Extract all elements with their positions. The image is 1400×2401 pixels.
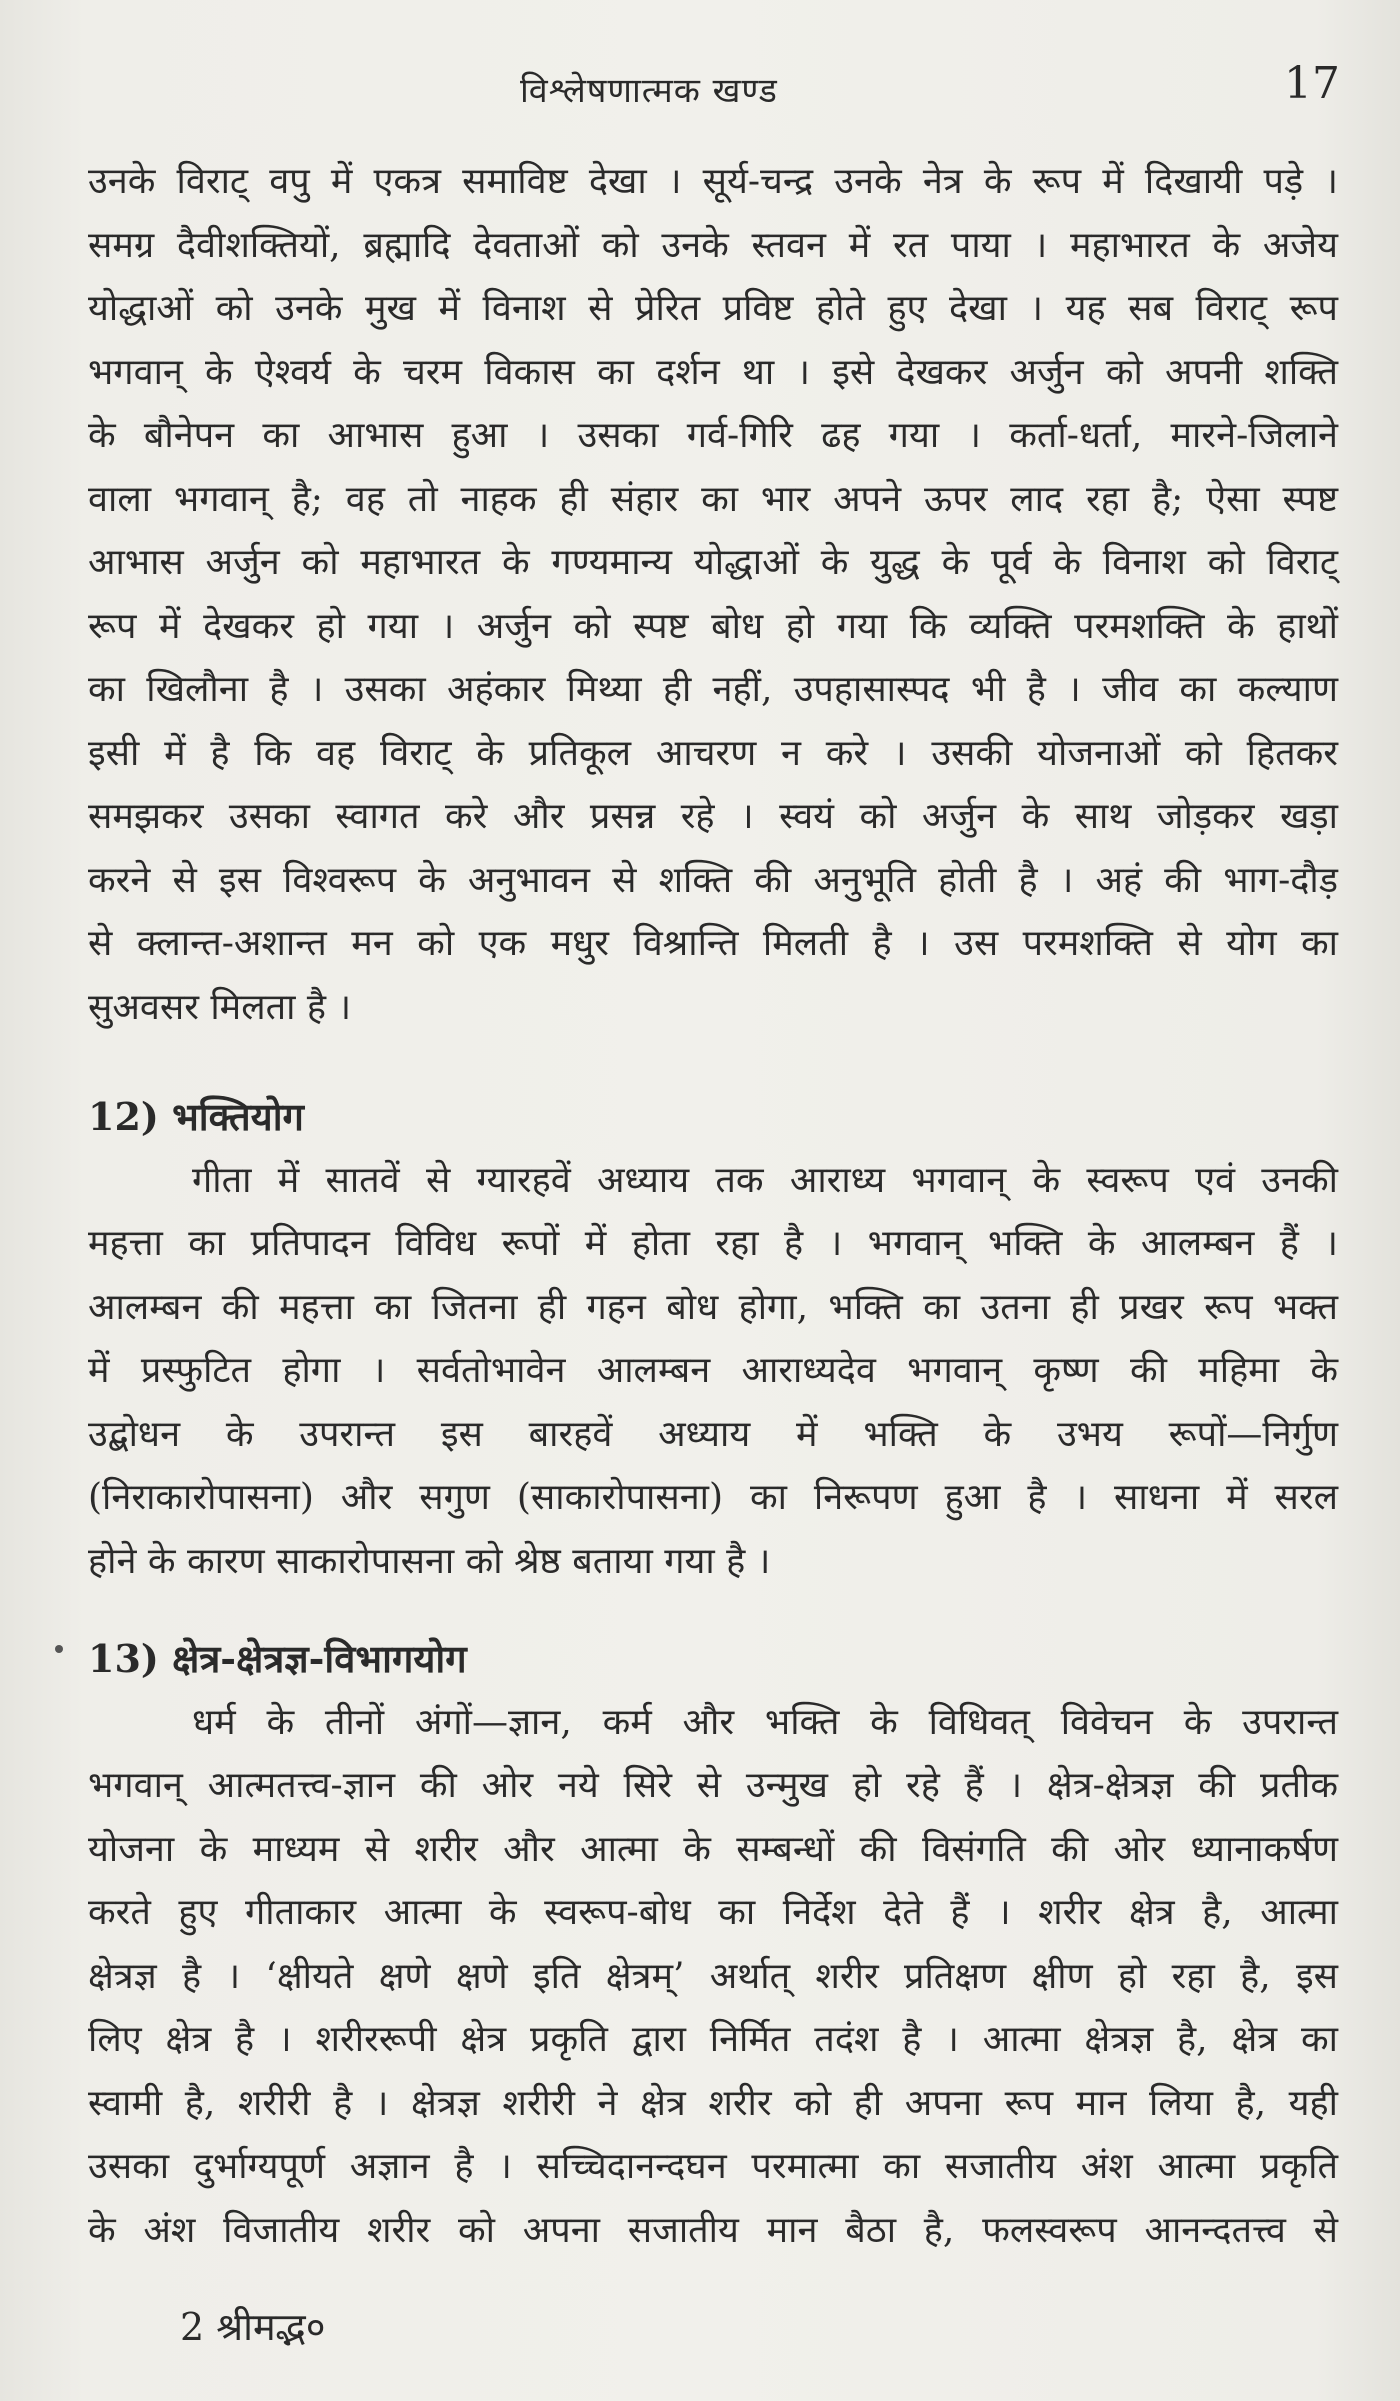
text-line: स्वामी है, शरीरी है । क्षेत्रज्ञ शरीरी ने क्षेत्र शरीर को ही अपना रूप मान लिया है, यही [88, 2082, 1338, 2124]
text-line: इसी में है कि वह विराट् के प्रतिकूल आचरण न करे । उसकी योजनाओं को हितकर [88, 732, 1338, 774]
section-heading: 12) भक्तियोग [88, 1094, 304, 1139]
text-line: भगवान् आत्मतत्त्व-ज्ञान की ओर नये सिरे से उन्मुख हो रहे हैं । क्षेत्र-क्षेत्रज्ञ की प्रतीक [88, 1765, 1338, 1806]
text-line: महत्ता का प्रतिपादन विविध रूपों में होता रहा है । भगवान् भक्ति के आलम्बन हैं । [88, 1223, 1338, 1264]
text-line: लिए क्षेत्र है । शरीररूपी क्षेत्र प्रकृति द्वारा निर्मित तदंश है । आत्मा क्षेत्रज्ञ है, क्षेत्र का [88, 2019, 1338, 2060]
text-line: सुअवसर मिलता है । [88, 986, 352, 1028]
running-head [0, 58, 1400, 118]
text-line: समग्र दैवीशक्तियों, ब्रह्मादि देवताओं को उनके स्तवन में रत पाया । महाभारत के अजेय [88, 224, 1338, 266]
paragraph [88, 1691, 1338, 2263]
text-line: उनके विराट् वपु में एकत्र समाविष्ट देखा । सूर्य-चन्द्र उनके नेत्र के रूप में दिखायी पड़े । [88, 161, 1338, 202]
section-heading: 13) क्षेत्र-क्षेत्रज्ञ-विभागयोग [88, 1636, 467, 1681]
margin-mark [55, 1645, 63, 1653]
text-line: आभास अर्जुन को महाभारत के गण्यमान्य योद्धाओं के युद्ध के पूर्व के विनाश को विराट् [88, 542, 1338, 583]
text-line: करने से इस विश्वरूप के अनुभावन से शक्ति की अनुभूति होती है । अहं की भाग-दौड़ [88, 859, 1338, 901]
text-line: में प्रस्फुटित होगा । सर्वतोभावेन आलम्बन आराध्यदेव भगवान् कृष्ण की महिमा के [88, 1350, 1338, 1391]
text-line: आलम्बन की महत्ता का जितना ही गहन बोध होगा, भक्ति का उतना ही प्रखर रूप भक्त [88, 1286, 1338, 1328]
text-line: रूप में देखकर हो गया । अर्जुन को स्पष्ट बोध हो गया कि व्यक्ति परमशक्ति के हाथों [88, 605, 1338, 647]
text-line: उद्बोधन के उपरान्त इस बारहवें अध्याय में भक्ति के उभय रूपों—निर्गुण [88, 1413, 1338, 1455]
signature-mark: 2 श्रीमद्भ० [180, 2305, 326, 2349]
text-line: योद्धाओं को उनके मुख में विनाश से प्रेरित प्रविष्ट होते हुए देखा । यह सब विराट् रूप [88, 288, 1338, 329]
text-line: भगवान् के ऐश्वर्य के चरम विकास का दर्शन था । इसे देखकर अर्जुन को अपनी शक्ति [88, 351, 1339, 393]
text-line: योजना के माध्यम से शरीर और आत्मा के सम्बन्धों की विसंगति की ओर ध्यानाकर्षण [88, 1828, 1338, 1870]
text-line: के बौनेपन का आभास हुआ । उसका गर्व-गिरि ढह गया । कर्ता-धर्ता, मारने-जिलाने [88, 415, 1338, 456]
text-line: के अंश विजातीय शरीर को अपना सजातीय मान बैठा है, फलस्वरूप आनन्दतत्त्व से [88, 2209, 1338, 2251]
text-line: (निराकारोपासना) और सगुण (साकारोपासना) का निरूपण हुआ है । साधना में सरल [88, 1477, 1338, 1518]
text-line: धर्म के तीनों अंगों—ज्ञान, कर्म और भक्ति के विधिवत् विवेचन के उपरान्त [192, 1701, 1338, 1743]
text-line: वाला भगवान् है; वह तो नाहक ही संहार का भार अपने ऊपर लाद रहा है; ऐसा स्पष्ट [88, 478, 1338, 520]
text-line: का खिलौना है । उसका अहंकार मिथ्या ही नहीं, उपहासास्पद भी है । जीव का कल्याण [88, 669, 1338, 710]
text-line: क्षेत्रज्ञ है । ‘क्षीयते क्षणे क्षणे इति क्षेत्रम्’ अर्थात् शरीर प्रतिक्षण क्षीण हो रहा है, इस [88, 1955, 1338, 1997]
paragraph [88, 1149, 1338, 1594]
text-line: उसका दुर्भाग्यपूर्ण अज्ञान है । सच्चिदानन्दघन परमात्मा का सजातीय अंश आत्मा प्रकृति [88, 2146, 1338, 2187]
paragraph-continued [88, 150, 1338, 1039]
text-line: समझकर उसका स्वागत करे और प्रसन्न रहे । स्वयं को अर्जुन के साथ जोड़कर खड़ा [88, 796, 1338, 837]
body-text [88, 150, 1338, 2262]
text-line: गीता में सातवें से ग्यारहवें अध्याय तक आराध्य भगवान् के स्वरूप एवं उनकी [192, 1159, 1338, 1201]
text-line: होने के कारण साकारोपासना को श्रेष्ठ बताया गया है । [88, 1540, 771, 1582]
page-number: 17 [1284, 58, 1340, 109]
text-line: से क्लान्त-अशान्त मन को एक मधुर विश्रान्ति मिलती है । उस परमशक्ति से योग का [88, 923, 1338, 964]
text-line: करते हुए गीताकार आत्मा के स्वरूप-बोध का निर्देश देते हैं । शरीर क्षेत्र है, आत्मा [88, 1892, 1338, 1933]
running-title: विश्लेषणात्मक खण्ड [520, 71, 778, 111]
